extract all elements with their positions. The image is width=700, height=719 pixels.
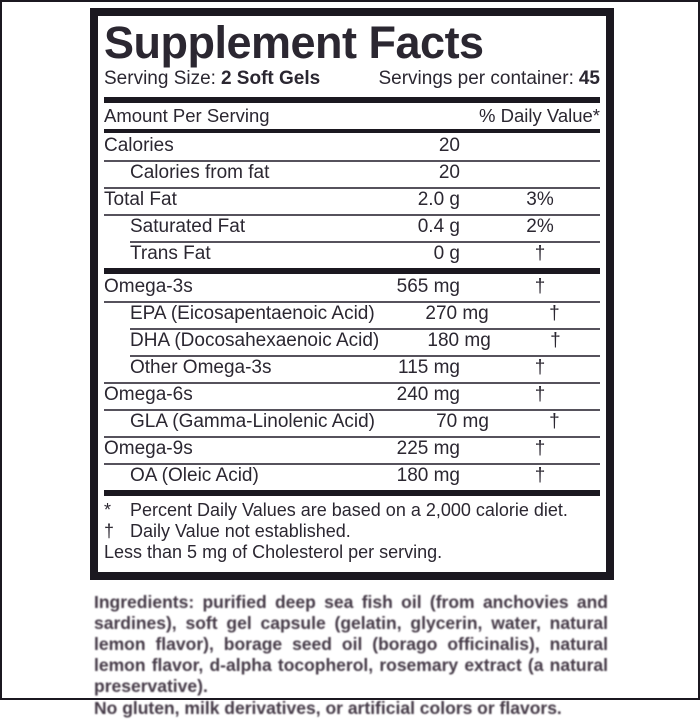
row-omega-6s — [104, 382, 600, 409]
row-name: Omega-6s — [104, 384, 193, 406]
row-name: Calories — [104, 135, 174, 157]
row-amount: 0 g — [433, 243, 460, 265]
dagger-symbol: † — [104, 520, 115, 541]
row-daily-value: † — [534, 465, 546, 487]
allergen-statement: No gluten, milk derivatives, or artificial colors or flavors. — [94, 698, 562, 718]
supplement-facts-panel — [90, 8, 614, 580]
row-name: Omega-3s — [104, 276, 193, 298]
serving-row — [104, 68, 600, 97]
footnote-not-established — [104, 521, 600, 542]
row-amount: 70 mg — [436, 411, 489, 433]
row-omega-9s — [104, 436, 600, 463]
row-total-fat — [104, 187, 600, 214]
row-name: Total Fat — [104, 189, 177, 211]
row-amount: 270 mg — [425, 303, 489, 325]
row-daily-value: † — [549, 411, 560, 433]
row-calories-from-fat — [104, 160, 600, 187]
row-name: GLA (Gamma-Linolenic Acid) — [130, 411, 375, 433]
footnote-text: Daily Value not established. — [130, 520, 351, 541]
row-name: Saturated Fat — [130, 216, 246, 238]
row-epa — [104, 301, 600, 328]
row-daily-value: † — [534, 276, 546, 298]
row-name: Trans Fat — [130, 243, 211, 265]
row-daily-value: † — [534, 384, 546, 406]
row-daily-value: 2% — [526, 216, 554, 238]
panel-title: Supplement Facts — [104, 17, 484, 68]
row-trans-fat — [104, 241, 600, 268]
row-name: OA (Oleic Acid) — [130, 465, 259, 487]
row-name: EPA (Eicosapentaenoic Acid) — [130, 303, 375, 325]
daily-value-header: % Daily Value* — [479, 104, 600, 126]
row-name: Other Omega-3s — [130, 357, 272, 379]
footnote-daily-values — [104, 500, 600, 521]
row-daily-value: † — [534, 438, 546, 460]
row-daily-value: † — [534, 357, 546, 379]
column-header-row — [104, 103, 600, 133]
row-daily-value: † — [550, 330, 561, 352]
servings-per-container-label: Servings per container: — [378, 67, 574, 89]
serving-size-value: 2 Soft Gels — [220, 67, 321, 89]
row-amount: 20 — [438, 135, 460, 157]
footnote-text: Percent Daily Values are based on a 2,000 calorie diet. — [130, 499, 568, 520]
row-calories — [104, 133, 600, 160]
row-daily-value: † — [549, 303, 560, 325]
row-dha — [104, 328, 600, 355]
servings-per-container — [378, 68, 600, 90]
row-gla — [104, 409, 600, 436]
serving-size-label: Serving Size: — [104, 67, 216, 89]
row-saturated-fat — [104, 214, 600, 241]
row-amount: 0.4 g — [417, 216, 460, 238]
row-oa — [104, 463, 600, 490]
row-amount: 180 mg — [396, 465, 460, 487]
row-amount: 2.0 g — [417, 189, 460, 211]
ingredients-list: Ingredients: purified deep sea fish oil (from anchovies and sardines), soft gel capsule (gelatin, glycerin, water, natural lemon flavor), borage seed oil (borago officinalis), natural lemon flavor, d-alpha tocopherol, rosemary extract (a natural preservative). — [94, 592, 608, 696]
row-daily-value: † — [534, 243, 546, 265]
servings-per-container-value: 45 — [578, 67, 600, 89]
row-amount: 225 mg — [396, 438, 460, 460]
row-name: Calories from fat — [130, 162, 270, 184]
row-amount: 180 mg — [427, 330, 491, 352]
row-daily-value: 3% — [526, 189, 554, 211]
footnotes — [104, 496, 600, 563]
row-name: DHA (Docosahexaenoic Acid) — [130, 330, 380, 352]
amount-per-serving-header: Amount Per Serving — [104, 104, 270, 126]
row-other-omega-3s — [104, 355, 600, 382]
row-amount: 115 mg — [398, 357, 460, 379]
row-omega-3s — [104, 268, 600, 301]
asterisk-symbol: * — [104, 499, 112, 520]
row-name: Omega-9s — [104, 438, 193, 460]
row-amount: 20 — [438, 162, 460, 184]
serving-size — [104, 68, 320, 90]
row-amount: 240 mg — [396, 384, 460, 406]
footnote-cholesterol: Less than 5 mg of Cholesterol per serving. — [104, 541, 443, 562]
row-amount: 565 mg — [396, 276, 460, 298]
